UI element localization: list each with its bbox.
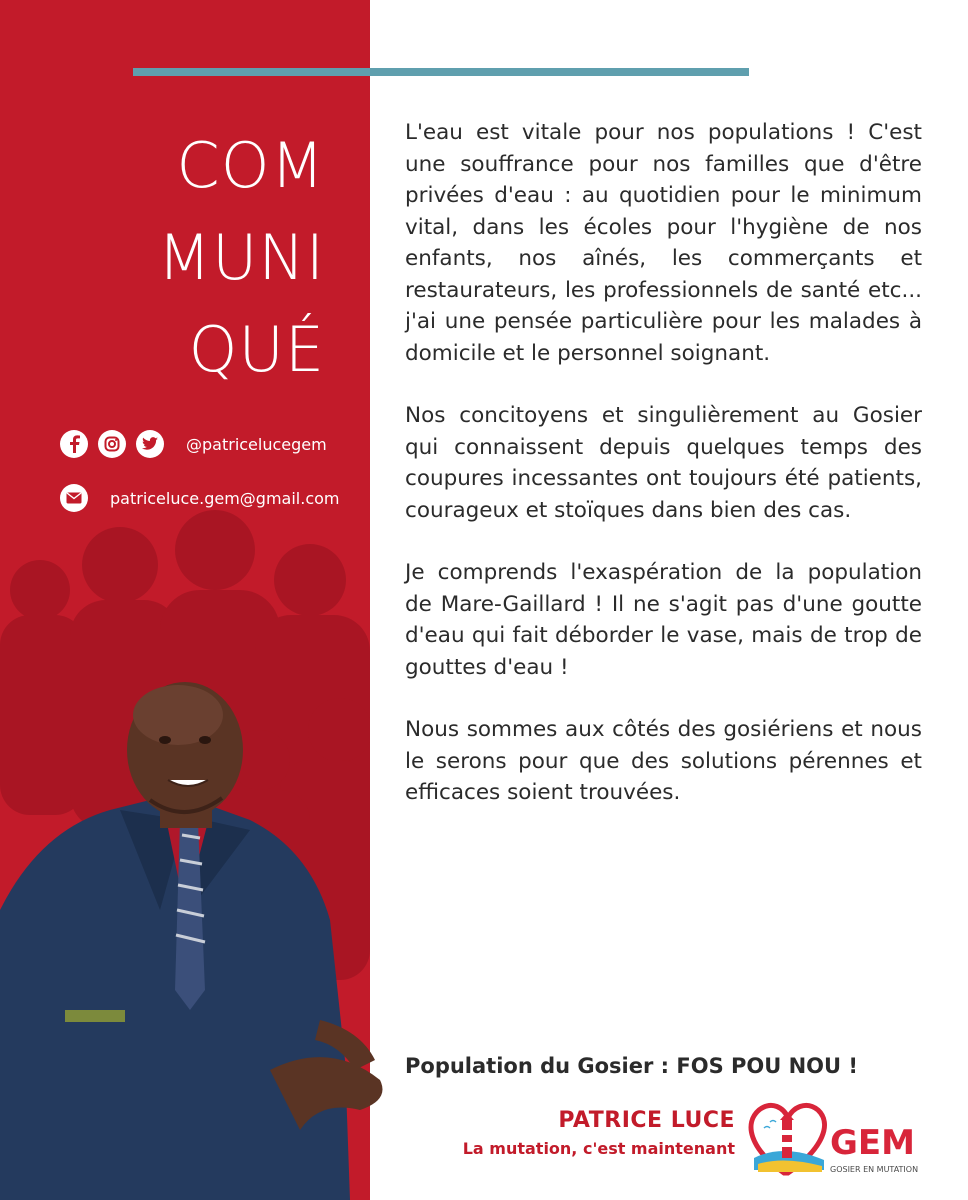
mail-icon	[60, 484, 88, 512]
logo-subtitle: GOSIER EN MUTATION	[830, 1165, 919, 1174]
paragraph-1: L'eau est vitale pour nos populations ! C'est une souffrance pour nos familles que d'être privées d'eau : au quotidien pour le minimum vital, dans les écoles pour l'hygiène de nos enfants, nos aînés, les commerçants et restaurateurs, les professionnels de santé etc... j'ai une pensée particulière pour les malades à domicile et le personnel soignant.	[405, 120, 922, 366]
communique-body	[405, 117, 922, 840]
title-line-1: COM	[176, 129, 325, 202]
signature	[463, 1108, 735, 1158]
facebook-icon[interactable]	[60, 430, 88, 458]
title-line-3: QUÉ	[188, 313, 325, 386]
top-divider	[133, 68, 749, 76]
signature-name: PATRICE LUCE	[558, 1108, 735, 1133]
social-row	[60, 430, 327, 458]
social-handle[interactable]: @patricelucegem	[186, 434, 327, 454]
paragraph-3: Je comprends l'exaspération de la population de Mare-Gaillard ! Il ne s'agit pas d'une goutte d'eau qui fait déborder le vase, mais de trop de gouttes d'eau !	[405, 560, 922, 680]
email-row	[60, 484, 340, 512]
page-title	[157, 120, 325, 396]
instagram-icon[interactable]	[98, 430, 126, 458]
email-address[interactable]: patriceluce.gem@gmail.com	[110, 488, 340, 508]
paragraph-4: Nous sommes aux côtés des gosiériens et nous le serons pour que des solutions pérennes et efficaces soient trouvées.	[405, 717, 922, 805]
portrait-illustration	[0, 660, 400, 1200]
twitter-icon[interactable]	[136, 430, 164, 458]
logo-text: GEM	[830, 1123, 915, 1163]
signature-tagline: La mutation, c'est maintenant	[462, 1139, 735, 1158]
title-line-2: MUNI	[157, 221, 325, 294]
slogan: Population du Gosier : FOS POU NOU !	[405, 1054, 858, 1078]
paragraph-2: Nos concitoyens et singulièrement au Gosier qui connaissent depuis quelques temps des coupures incessantes ont toujours été patients, courageux et stoïques dans bien des cas.	[405, 403, 922, 523]
